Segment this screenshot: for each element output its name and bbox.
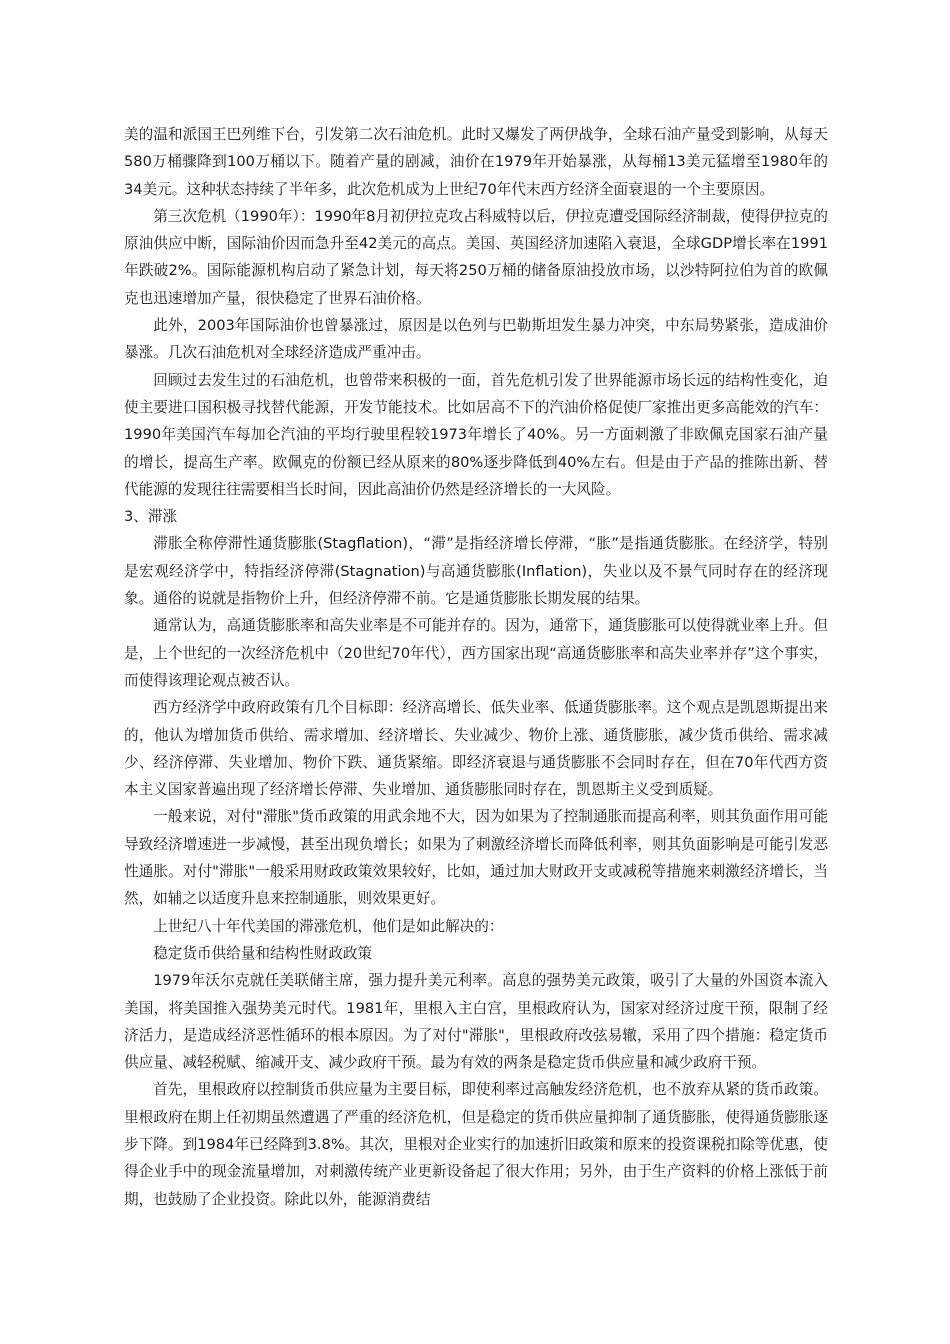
document-page <box>124 121 828 1213</box>
paragraph-reagan: 首先，里根政府以控制货币供应量为主要目标，即使利率过高触发经济危机，也不放弃从紧的货币政策。里根政府在期上任初期虽然遭遇了严重的经济危机，但是稳定的货币供应量抑制了通货膨胀，使得通货膨胀逐步下降。到1984年已经降到3.8%。其次，里根对企业实行的加速折旧政策和原来的投资课税扣除等优惠，使得企业手中的现金流量增加，对刺激传统产业更新设备起了很大作用；另外，由于生产资料的价格上涨低于前期，也鼓励了企业投资。除此以外，能源消费结 <box>124 1081 828 1208</box>
paragraph-2003: 此外，2003年国际油价也曾暴涨过，原因是以色列与巴勒斯坦发生暴力冲突，中东局势紧张，造成油价暴涨。几次石油危机对全球经济造成严重冲击。 <box>124 317 828 362</box>
paragraph-policy-goals: 西方经济学中政府政策有几个目标即：经济高增长、低失业率、低通货膨胀率。这个观点是凯恩斯提出来的，他认为增加货币供给、需求增加、经济增长、失业减少、物价上涨、通货膨胀，减少货币供给、需求减少、经济停滞、失业增加、物价下跌、通货紧缩。即经济衰退与通货膨胀不会同时存在，但在70年代西方资本主义国家普遍出现了经济增长停滞、失业增加、通货膨胀同时存在，凯恩斯主义受到质疑。 <box>124 699 828 799</box>
section-heading-stagflation: 3、滞涨 <box>124 508 178 526</box>
paragraph-monetary: 一般来说，对付"滞胀"货币政策的用武余地不大，因为如果为了控制通胀而提高利率，则其负面作用可能导致经济增速进一步减慢，甚至出现负增长；如果为了刺激经济增长而降低利率，则其负面影响是可能引发恶性通胀。对付"滞胀"一般采用财政政策效果较好，比如，通过加大财政开支或减税等措施来刺激经济增长，当然，如辅之以适度升息来控制通胀，则效果更好。 <box>124 808 828 908</box>
paragraph-third-crisis: 第三次危机（1990年）：1990年8月初伊拉克攻占科威特以后，伊拉克遭受国际经济制裁，使得伊拉克的原油供应中断，国际油价因而急升至42美元的高点。美国、英国经济加速陷入衰退，全球GDP增长率在1991年跌破2%。国际能源机构启动了紧急计划，每天将250万桶的储备原油投放市场，以沙特阿拉伯为首的欧佩克也迅速增加产量，很快稳定了世界石油价格。 <box>124 207 828 307</box>
paragraph-volcker: 1979年沃尔克就任美联储主席，强力提升美元利率。高息的强势美元政策，吸引了大量的外国资本流入美国，将美国推入强势美元时代。1981年，里根入主白宫，里根政府认为，国家对经济过度干预，限制了经济活力，是造成经济恶性循环的根本原因。为了对付"滞胀"，里根政府改弦易辙，采用了四个措施：稳定货币供应量、减轻税赋、缩减开支、减少政府干预。最为有效的两条是稳定货币供应量和减少政府干预。 <box>124 972 828 1072</box>
paragraph-common-view: 通常认为，高通货膨胀率和高失业率是不可能并存的。因为，通常下，通货膨胀可以使得就业率上升。但是，上个世纪的一次经济危机中（20世纪70年代），西方国家出现“高通货膨胀率和高失业率并存”这个事实，而使得该理论观点被否认。 <box>124 617 828 689</box>
paragraph-continuation: 美的温和派国王巴列维下台，引发第二次石油危机。此时又爆发了两伊战争，全球石油产量受到影响，从每天580万桶骤降到100万桶以下。随着产量的剧减，油价在1979年开始暴涨，从每桶13美元猛增至1980年的34美元。这种状态持续了半年多，此次危机成为上世纪70年代末西方经济全面衰退的一个主要原因。 <box>124 126 828 198</box>
paragraph-1980s: 上世纪八十年代美国的滞涨危机，他们是如此解决的： <box>153 917 504 935</box>
paragraph-review: 回顾过去发生过的石油危机，也曾带来积极的一面，首先危机引发了世界能源市场长远的结构性变化，迫使主要进口国积极寻找替代能源，开发节能技术。比如居高不下的汽油价格促使厂家推出更多高能效的汽车：1990年美国汽车每加仑汽油的平均行驶里程较1973年增长了40%。另一方面刺激了非欧佩克国家石油产量的增长，提高生产率。欧佩克的份额已经从原来的80%逐步降低到40%左右。但是由于产品的推陈出新、替代能源的发现往往需要相当长时间，因此高油价仍然是经济增长的一大风险。 <box>124 371 828 498</box>
paragraph-definition: 滞胀全称停滞性通货膨胀(Stagflation)，“滞”是指经济增长停滞，“胀”是指通货膨胀。在经济学，特别是宏观经济学中，特指经济停滞(Stagnation)与高通货膨胀(Inflation)，失业以及不景气同时存在的经济现象。通俗的说就是指物价上升，但经济停滞不前。它是通货膨胀长期发展的结果。 <box>124 535 828 608</box>
subheading-fiscal-policy: 稳定货币供给量和结构性财政政策 <box>153 944 373 962</box>
